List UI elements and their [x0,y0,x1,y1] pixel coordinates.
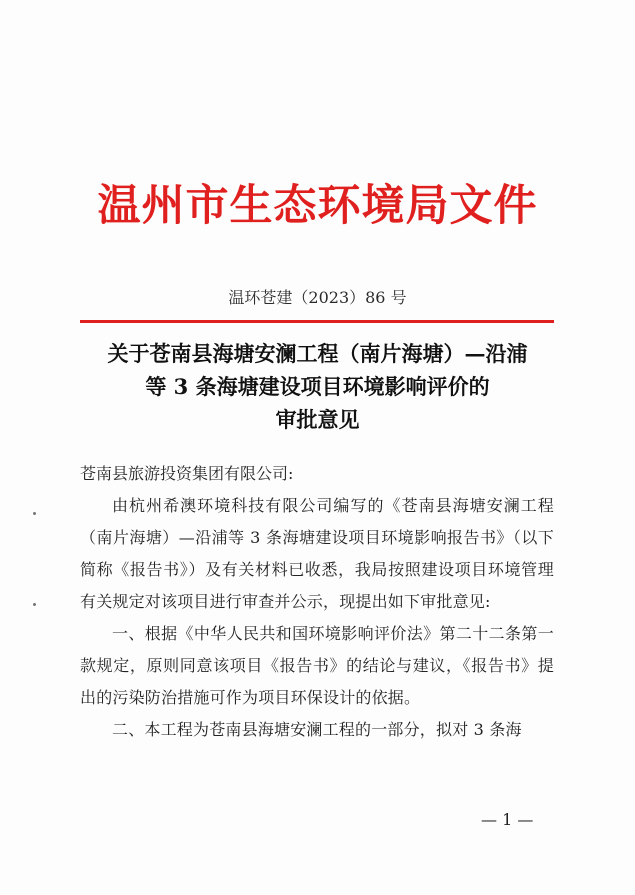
body-paragraph-1: 由杭州希澳环境科技有限公司编写的《苍南县海塘安澜工程（南片海塘）—沿浦等 3 条海塘建设项目环境影响报告书》（以下简称《报告书》）及有关材料已收悉，我局按照建设项目环境管理有关规定对该项目进行审查并公示，现提出如下审批意见: [80,496,554,611]
title-line-3: 审批意见 [275,407,360,432]
title-line-2: 等 3 条海塘建设项目环境影响评价的 [145,374,490,399]
salutation: 苍南县旅游投资集团有限公司: [80,464,294,483]
body-paragraph-2: 一、根据《中华人民共和国环境影响评价法》第二十二条第一款规定，原则同意该项目《报告书》的结论与建议，《报告书》提出的污染防治措施可作为项目环保设计的依据。 [80,624,554,707]
document-body [80,458,554,746]
document-number: 温环苍建（2023）86 号 [228,288,407,307]
scan-speck [33,512,36,515]
page-number: — 1 — [481,810,534,829]
body-paragraph-3: 二、本工程为苍南县海塘安澜工程的一部分，拟对 3 条海 [112,720,522,739]
scan-speck [33,603,36,606]
title-line-1: 关于苍南县海塘安澜工程（南片海塘）—沿浦 [107,341,528,366]
red-separator-line [80,320,554,323]
document-title [60,337,575,436]
agency-header-title: 温州市生态环境局文件 [97,181,538,231]
